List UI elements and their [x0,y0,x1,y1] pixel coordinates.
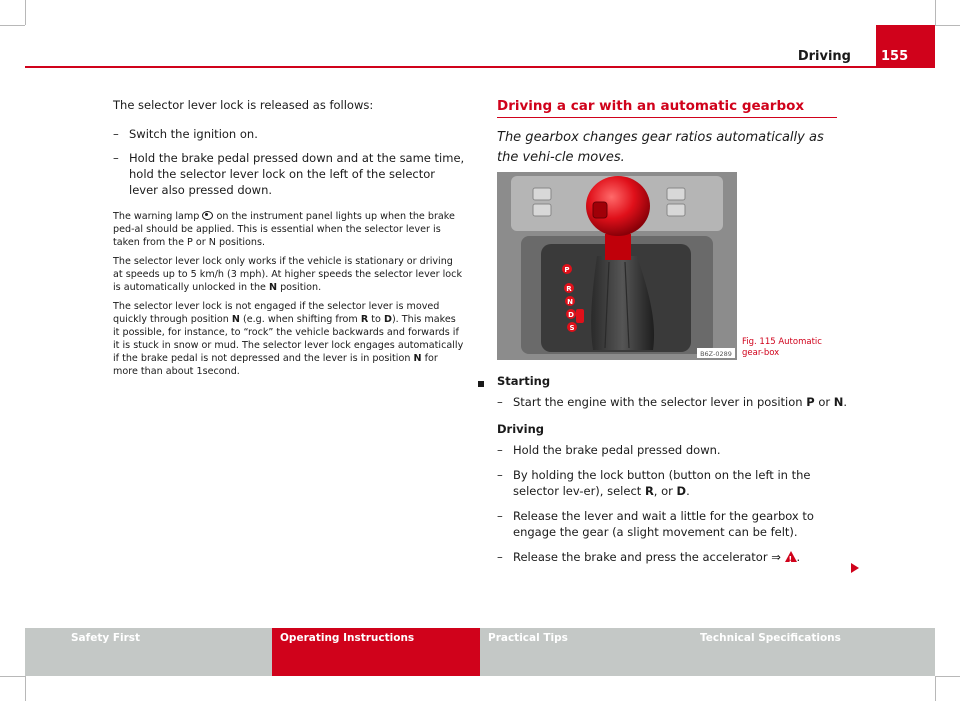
note-text: The selector lever lock only works if the vehicle is stationary or driving at speeds up to 5 km/h (3 mph). At higher speeds the selector lever lock is automatically unlocked in the [113,256,463,293]
step-text: Release the lever and wait a little for the gearbox to engage the gear (a slight movement can be felt). [513,509,814,539]
step-text: Release the brake and press the accelerator ⇒ [513,550,781,564]
step-text: By holding the lock button (button on the left in the selector lev-er), select [513,468,811,498]
list-item: – Hold the brake pedal pressed down. [497,443,721,457]
gear-position: R [644,484,654,498]
list-item: – Switch the ignition on. [113,127,258,141]
gear-position: P [806,395,815,409]
step-text: . [843,395,848,409]
gear-selector-illustration [497,172,737,360]
step-text: , or [653,484,673,498]
gear-label: R [566,285,572,293]
header-rule [25,66,935,68]
step-text: Switch the ignition on. [129,127,258,141]
crop-mark [935,0,936,25]
note-text: The warning lamp [113,211,200,222]
instructions-body [497,374,852,574]
continue-arrow-icon [851,563,859,573]
gear-position: D [383,314,392,325]
gear-label: N [567,298,573,306]
gear-position: N [231,314,240,325]
gear-position: R [360,314,369,325]
section-title: Driving [797,49,851,64]
note-text: (e.g. when shifting from [242,314,358,325]
list-item: – Start the engine with the selector lever in position P or N. [497,395,848,409]
tab-operating-instructions[interactable]: Operating Instructions [272,628,480,676]
crop-mark [935,676,960,677]
note-text: for more than about 1second. [113,353,438,377]
gear-label: P [564,266,570,274]
crop-mark [25,676,26,701]
lock-release-lead: The selector lever lock is released as follows: [113,98,374,112]
footer-tabs [25,628,935,676]
step-text: . [796,550,801,564]
gear-label: S [569,324,575,332]
figure-caption: Fig. 115 Automatic gear-box [742,337,822,358]
section-intro: The gearbox changes gear ratios automatically as the vehi-cle moves. [497,130,824,165]
figure-code: B6Z-0289 [700,350,732,358]
tab-practical-tips[interactable]: Practical Tips [480,628,692,676]
list-item: – By holding the lock button (button on the left in the selector lev-er), select R, or D. [497,468,811,498]
gear-position: N [413,353,422,364]
gear-position: N [269,282,278,293]
gear-position: N [833,395,844,409]
step-text: Hold the brake pedal pressed down and at the same time, hold the selector lever lock on the left of the selector lever also pressed down. [129,151,465,197]
step-text: Start the engine with the selector lever in position [513,395,803,409]
starting-heading: Starting [497,374,551,388]
note-speed-lock [113,255,465,294]
tab-safety-first[interactable]: Safety First [25,628,272,676]
section-heading: Driving a car with an automatic gearbox [497,98,837,118]
brake-warning-lamp-icon [202,211,213,220]
step-text: Hold the brake pedal pressed down. [513,443,721,457]
crop-mark [935,25,960,26]
note-text: The selector lever lock is not engaged if the selector lever is moved quickly through position [113,301,440,325]
step-text: or [818,395,831,409]
list-item: – Release the lever and wait a little for the gearbox to engage the gear (a slight movement can be felt). [497,509,814,539]
step-text: . [686,484,690,498]
note-text: on the instrument panel lights up when the brake ped-al should be applied. This is essential when the selector lever is taken from the P or N positions. [113,211,455,248]
page-number: 155 [881,49,909,64]
list-item: – Release the brake and press the accelerator ⇒ ! . [497,549,852,565]
crop-mark [25,0,26,25]
right-column [497,98,837,168]
crop-mark [0,25,25,26]
automatic-gearbox-figure [497,172,737,360]
driving-heading: Driving [497,422,545,436]
note-warning-lamp [113,210,465,249]
note-text: position. [280,282,322,293]
note-quick-shift [113,300,465,378]
tab-technical-specifications[interactable]: Technical Specifications [692,628,935,676]
note-text: ). This makes it possible, for instance, to “rock” the vehicle backwards and forwards if it is stuck in snow or mud. The selector lever lock engages automatically if the brake pedal is not depressed and the lever is in position [113,314,464,364]
crop-mark [935,676,936,701]
note-text: to [371,314,381,325]
list-item: – Hold the brake pedal pressed down and at the same time, hold the selector lever lock on the left of the selector lever also pressed down. [113,151,465,197]
section-end-marker [478,381,484,387]
gear-label: D [568,311,574,319]
gear-position: D [676,484,687,498]
crop-mark [0,676,25,677]
warning-triangle-icon[interactable] [785,551,797,562]
left-column [113,98,465,384]
